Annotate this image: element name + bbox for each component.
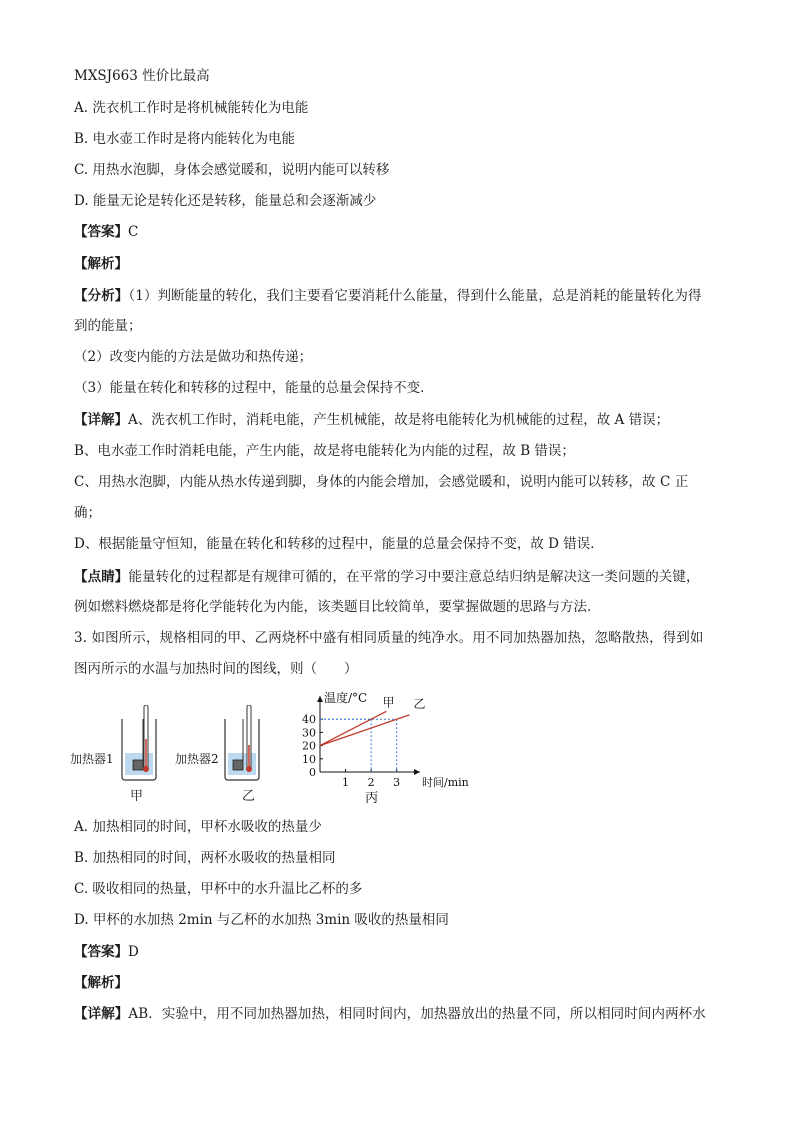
y-tick-label: 10 (302, 752, 316, 766)
xiangjie-line-3: C、用热水泡脚，内能从热水传递到脚，身体的内能会增加，会感觉暖和，说明内能可以转移，故 C 正 (74, 474, 689, 490)
q3-option-a: A. 加热相同的时间，甲杯水吸收的热量少 (74, 819, 322, 835)
q3-option-c: C. 吸收相同的热量，甲杯中的水升温比乙杯的多 (74, 881, 363, 897)
answer-row (74, 222, 138, 242)
beaker-yi (225, 705, 259, 780)
heater2-label: 加热器2 (175, 752, 219, 766)
fenxi-tag: 【分析】 (74, 288, 129, 304)
beaker-figure (70, 705, 290, 805)
answer-value: C (128, 224, 139, 240)
option-c: C. 用热水泡脚，身体会感觉暖和，说明内能可以转移 (74, 162, 390, 178)
option-b: B. 电水壶工作时是将内能转化为电能 (74, 131, 296, 147)
fenxi-line-3: （2）改变内能的方法是做功和热传递； (74, 349, 313, 365)
y-tick-label: 20 (302, 739, 316, 753)
beaker-jia-label: 甲 (130, 789, 144, 804)
answer-tag: 【答案】 (74, 224, 128, 240)
xiangjie-line-4: 确； (74, 505, 101, 521)
option-d: D. 能量无论是转化还是转移，能量总和会逐渐减少 (74, 193, 377, 209)
fenxi-line-2: 到的能量； (74, 318, 142, 334)
dianjing-line-1 (74, 567, 700, 587)
series-label: 甲 (382, 695, 395, 710)
q3-stem-line-2: 图丙所示的水温与加热时间的图线，则（ ） (74, 661, 358, 677)
heater1-label: 加热器1 (70, 752, 114, 766)
chart-guides (320, 719, 397, 772)
q3-xiangjie-tag: 【详解】 (74, 1006, 129, 1022)
temperature-time-chart (290, 688, 470, 806)
x-axis-title: 时间/min (422, 776, 469, 789)
y-tick-label: 0 (309, 766, 316, 779)
x-tick-label: 1 (342, 776, 350, 789)
x-tick-label: 2 (367, 776, 375, 789)
beaker-jia (122, 705, 156, 780)
x-tick-label: 3 (393, 776, 401, 789)
dianjing-tag: 【点睛】 (74, 569, 129, 585)
beaker-yi-label: 乙 (242, 789, 256, 804)
chart-lines (320, 711, 409, 745)
xiangjie-tag: 【详解】 (74, 412, 128, 428)
dianjing-line-2: 例如燃料燃烧都是将化学能转化为内能，该类题目比较简单，要掌握做题的思路与方法． (74, 599, 601, 615)
x-axis-arrow (414, 769, 420, 775)
q3-answer-row (74, 942, 139, 962)
chart-caption-bing: 丙 (365, 791, 379, 806)
y-tick-label: 30 (302, 726, 316, 740)
xiangjie-line-5: D、根据能量守恒知，能量在转化和转移的过程中，能量的总量会保持不变，故 D 错误． (74, 536, 604, 552)
analysis-tag: 【解析】 (74, 256, 128, 272)
y-tick-label: 40 (302, 713, 316, 727)
q3-analysis-tag: 【解析】 (74, 975, 128, 991)
q3-option-d: D. 甲杯的水加热 2min 与乙杯的水加热 3min 吸收的热量相同 (74, 912, 449, 928)
fenxi-line-1 (74, 286, 702, 306)
page-header: MXSJ663 性价比最高 (74, 68, 210, 84)
xiangjie-text-1: A、洗衣机工作时，消耗电能，产生机械能，故是将电能转化为机械能的过程，故 A 错误； (128, 412, 670, 428)
chart-axes (317, 696, 420, 775)
series-line-jia (320, 711, 386, 745)
chart-text (302, 690, 469, 806)
xiangjie-line-2: B、电水壶工作时消耗电能，产生内能，故是将电能转化为内能的过程，故 B 错误； (74, 443, 575, 459)
y-axis-arrow (317, 696, 323, 702)
q3-option-b: B. 加热相同的时间，两杯水吸收的热量相同 (74, 850, 336, 866)
q3-answer-value: D (128, 944, 139, 960)
q3-xiangjie-line-1 (74, 1004, 706, 1024)
option-a: A. 洗衣机工作时是将机械能转化为电能 (74, 100, 309, 116)
fenxi-text-1: （1）判断能量的转化，我们主要看它要消耗什么能量，得到什么能量，总是消耗的能量转化为得 (128, 288, 702, 304)
q3-xiangjie-text: AB．实验中，用不同加热器加热，相同时间内，加热器放出的热量不同，所以相同时间内两杯水 (128, 1006, 706, 1022)
q3-answer-tag: 【答案】 (74, 944, 128, 960)
y-axis-title: 温度/°C (324, 691, 368, 705)
series-label: 乙 (413, 696, 426, 711)
q3-stem-line-1: 3. 如图所示，规格相同的甲、乙两烧杯中盛有相同质量的纯净水。用不同加热器加热，忽略散热，得到如 (74, 630, 704, 646)
fenxi-line-4: （3）能量在转化和转移的过程中，能量的总量会保持不变． (74, 380, 434, 396)
dianjing-text-1: 能量转化的过程都是有规律可循的，在平常的学习中要注意总结归纳是解决这一类问题的关键， (128, 569, 700, 585)
xiangjie-line-1 (74, 410, 669, 430)
